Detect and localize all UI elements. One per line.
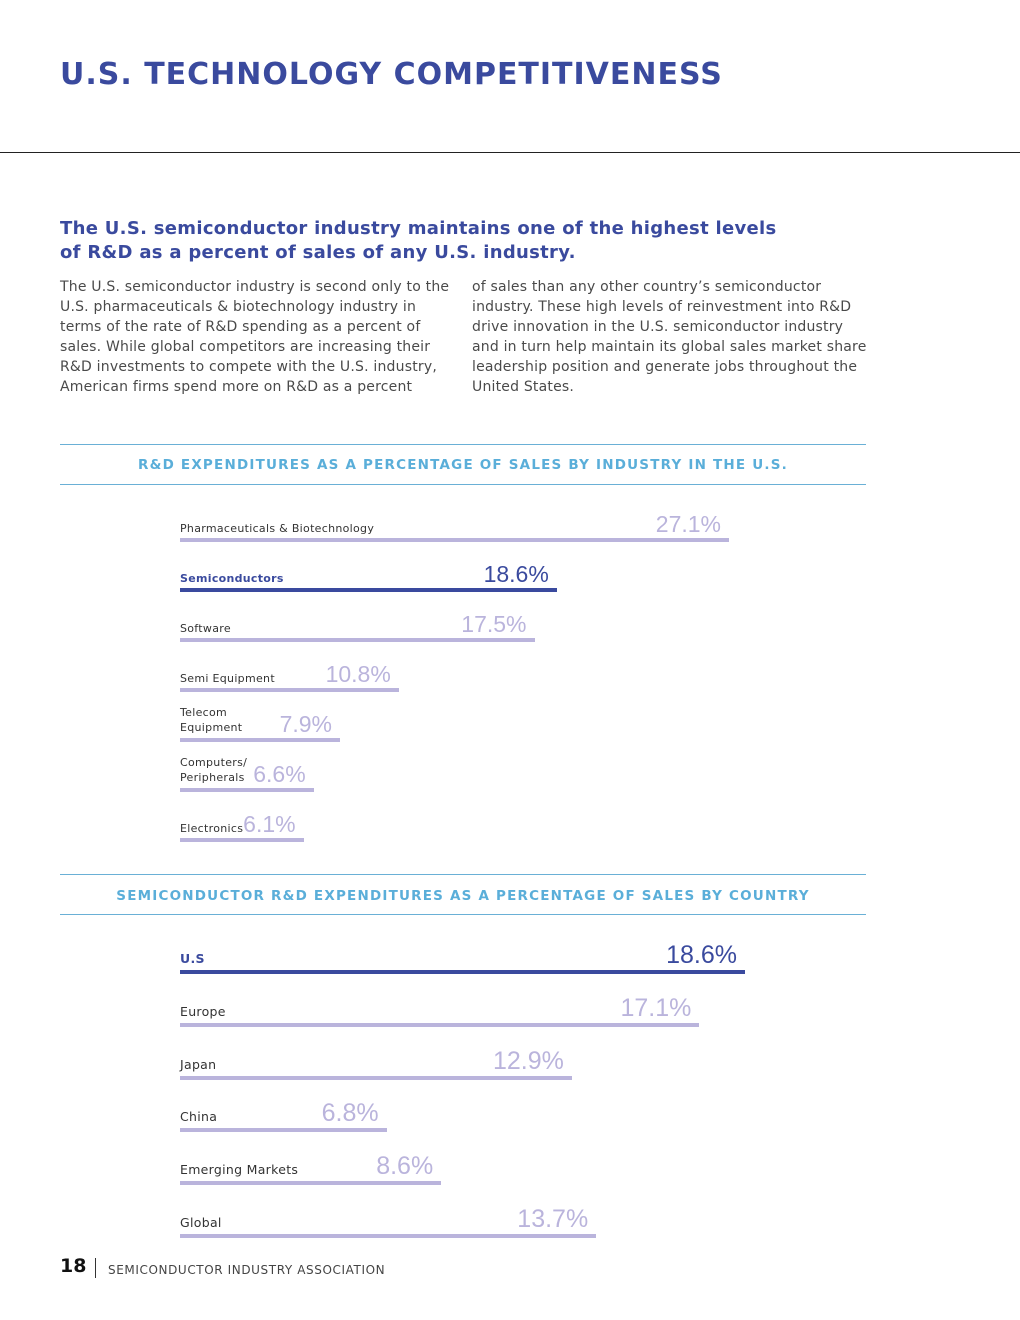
category-label: Telecom Equipment bbox=[180, 706, 243, 734]
category-label: Electronics bbox=[180, 822, 244, 835]
category-label: China bbox=[180, 1109, 218, 1125]
chart2-bottom-rule bbox=[60, 914, 866, 915]
bar-4 bbox=[180, 1181, 441, 1185]
chart2-title: SEMICONDUCTOR R&D EXPENDITURES AS A PERCENTAGE OF SALES BY COUNTRY bbox=[116, 888, 810, 904]
bar-1 bbox=[180, 1023, 699, 1027]
category-label: Global bbox=[180, 1215, 222, 1230]
value-label: 18.6% bbox=[666, 941, 737, 969]
value-label: 13.7% bbox=[517, 1205, 589, 1233]
category-label: Japan bbox=[180, 1056, 217, 1072]
value-label: 7.9% bbox=[279, 711, 332, 737]
category-label: Europe bbox=[180, 1003, 226, 1019]
page-number: 18 bbox=[60, 1255, 87, 1277]
title-divider bbox=[0, 152, 1020, 153]
body-paragraph-right: of sales than any other country’s semiconductor industry. These high levels of reinvestment into R&D drive innovation in the U.S. semiconductor industry and in turn help maintain its global sales market share leadership position and generate jobs throughout the United States. bbox=[472, 279, 867, 395]
category-label: Semiconductors bbox=[180, 572, 284, 585]
bar-6 bbox=[180, 838, 304, 842]
value-label: 18.6% bbox=[483, 561, 549, 587]
bar-0 bbox=[180, 970, 745, 974]
chart1-title: R&D EXPENDITURES AS A PERCENTAGE OF SALES BY INDUSTRY IN THE U.S. bbox=[138, 457, 788, 473]
value-label: 6.8% bbox=[321, 1099, 379, 1128]
bar-5 bbox=[180, 1234, 596, 1238]
category-label: Computers/ Peripherals bbox=[180, 756, 248, 784]
section-headline: The U.S. semiconductor industry maintains one of the highest levels of R&D as a percent of sales of any U.S. industry. bbox=[60, 218, 777, 263]
category-label: Software bbox=[180, 622, 231, 635]
chart2-top-rule bbox=[60, 874, 866, 875]
value-label: 17.5% bbox=[461, 611, 527, 637]
body-paragraph-left: The U.S. semiconductor industry is second only to the U.S. pharmaceuticals & biotechnology industry in terms of the rate of R&D spending as a percent of sales. While global competitors are increasing their R&D investments to compete with the U.S. industry, American firms spend more on R&D as a percent bbox=[60, 279, 450, 395]
bar-2 bbox=[180, 638, 535, 642]
footer-separator bbox=[95, 1258, 96, 1278]
value-label: 12.9% bbox=[493, 1046, 564, 1075]
value-label: 17.1% bbox=[620, 993, 692, 1022]
bar-3 bbox=[180, 1128, 387, 1132]
value-label: 8.6% bbox=[376, 1152, 434, 1181]
value-label: 10.8% bbox=[325, 661, 391, 687]
value-label: 6.1% bbox=[243, 811, 296, 837]
bar-1 bbox=[180, 588, 557, 592]
category-label: Pharmaceuticals & Biotechnology bbox=[180, 522, 375, 535]
chart1-bottom-rule bbox=[60, 484, 866, 485]
category-label: U.S bbox=[180, 951, 205, 966]
bar-4 bbox=[180, 738, 340, 742]
value-label: 6.6% bbox=[253, 761, 306, 787]
value-label: 27.1% bbox=[655, 511, 721, 537]
page-title: U.S. TECHNOLOGY COMPETITIVENESS bbox=[60, 57, 723, 92]
bar-3 bbox=[180, 688, 399, 692]
chart1-top-rule bbox=[60, 444, 866, 445]
bar-2 bbox=[180, 1076, 572, 1080]
category-label: Semi Equipment bbox=[180, 672, 275, 685]
footer-organization: SEMICONDUCTOR INDUSTRY ASSOCIATION bbox=[108, 1263, 386, 1277]
category-label: Emerging Markets bbox=[180, 1162, 299, 1178]
bar-0 bbox=[180, 538, 729, 542]
bar-5 bbox=[180, 788, 314, 792]
